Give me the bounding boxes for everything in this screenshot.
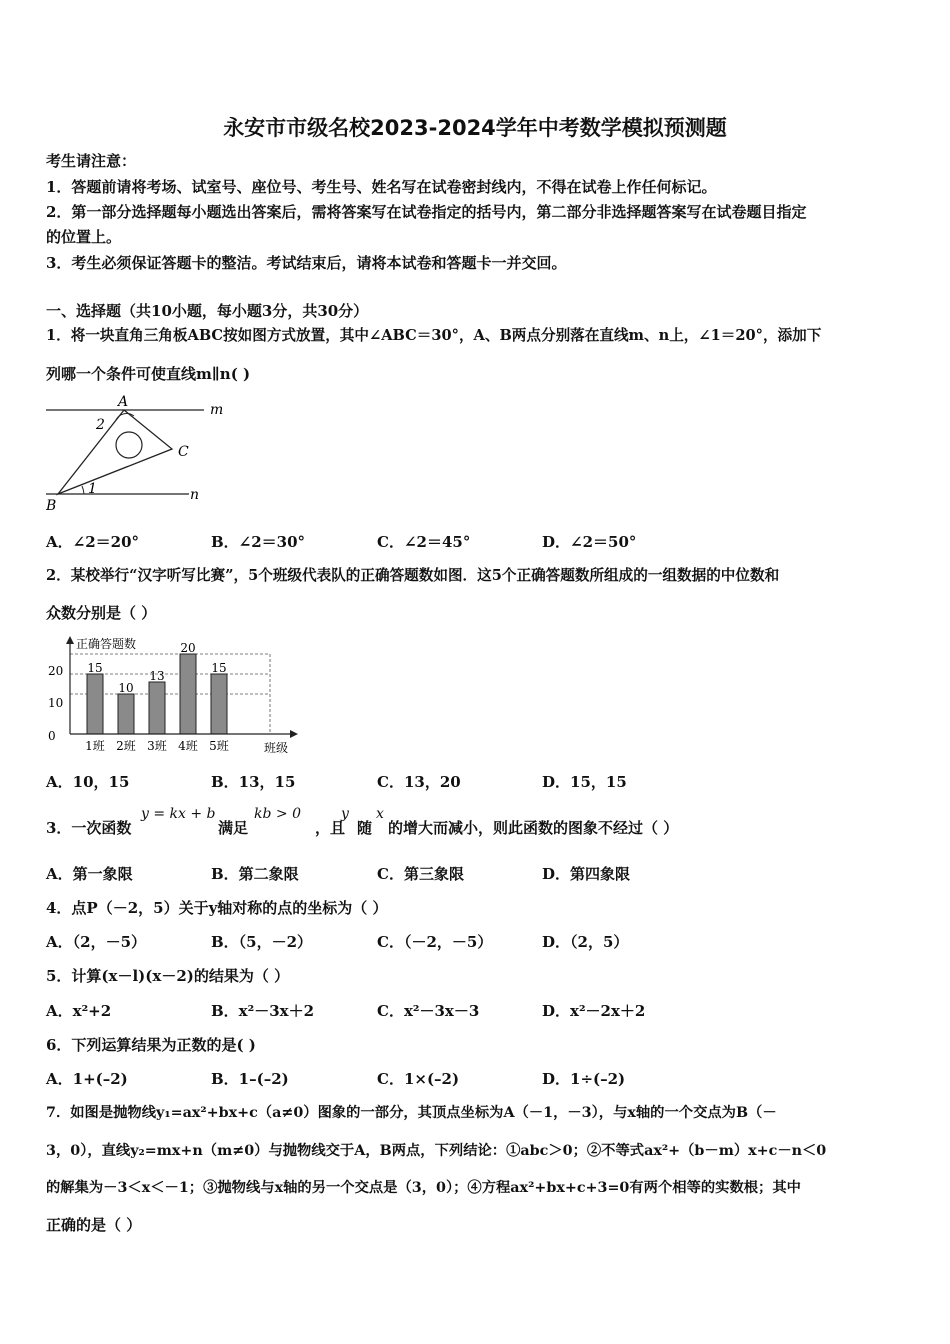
chart-bars	[85, 641, 229, 753]
q5-option-c[interactable]: C．x²－3x－3	[377, 1002, 480, 1020]
bar-5	[211, 674, 227, 734]
q6-option-b[interactable]: B．1–(–2)	[211, 1070, 289, 1088]
q3-text-satisfies: 满足	[218, 819, 249, 837]
notice-item-2: 2．第一部分选择题每小题选出答案后，需将答案写在试卷指定的括号内，第二部分非选择题答案写在试卷题目指定	[46, 203, 807, 221]
q6-option-c[interactable]: C．1×(–2)	[377, 1070, 460, 1088]
x-tick-2: 2班	[116, 739, 136, 753]
notice-item-2-cont: 的位置上。	[46, 228, 122, 246]
q3-var-x: x	[376, 806, 384, 822]
q2-option-b[interactable]: B．13，15	[211, 773, 296, 791]
q5-option-b[interactable]: B．x²－3x＋2	[211, 1002, 315, 1020]
q1-option-d[interactable]: D．∠2＝50°	[542, 533, 637, 551]
q4-stem: 4．点P（－2，5）关于y轴对称的点的坐标为（ ）	[46, 899, 388, 917]
triangle-hole	[116, 432, 142, 458]
page-title: 永安市市级名校2023-2024学年中考数学模拟预测题	[223, 116, 727, 140]
q1-option-c[interactable]: C．∠2＝45°	[377, 533, 471, 551]
q3-expr-condition: kb > 0	[254, 806, 301, 822]
q4-option-c[interactable]: C．（－2，－5）	[377, 933, 493, 951]
section-heading: 一、选择题（共10小题，每小题3分，共30分）	[46, 302, 369, 320]
x-tick-5: 5班	[209, 739, 229, 753]
bar-3	[149, 682, 165, 734]
label-a: A	[118, 394, 129, 410]
x-axis-label: 班级	[264, 741, 289, 755]
bar-value-label-3: 13	[149, 669, 165, 683]
bar-value-label-5: 15	[211, 661, 227, 675]
bar-value-label-4: 20	[180, 641, 196, 655]
y-tick-20: 20	[48, 664, 64, 678]
notice-item-3: 3．考生必须保证答题卡的整洁。考试结束后，请将本试卷和答题卡一并交回。	[46, 254, 567, 272]
chart-title: 正确答题数	[76, 637, 137, 651]
q5-stem: 5．计算(x－l)(x－2)的结果为（ ）	[46, 967, 290, 985]
q4-option-a[interactable]: A．（2，－5）	[46, 933, 147, 951]
x-axis-arrow	[290, 730, 298, 738]
x-tick-1: 1班	[85, 739, 105, 753]
bar-1	[87, 674, 103, 734]
q5-option-d[interactable]: D．x²－2x＋2	[542, 1002, 646, 1020]
q3-text-and: ，且	[315, 819, 346, 837]
q2-bar-chart	[44, 632, 304, 760]
y-axis-arrow	[66, 636, 74, 644]
q7-stem-line3: 的解集为－3＜x＜－1；③抛物线与x轴的另一个交点是（3，0）；④方程ax²+bx+c+3=0有两个相等的实数根；其中	[46, 1180, 801, 1196]
q2-stem-line2: 众数分别是（ ）	[46, 604, 157, 622]
label-b: B	[46, 498, 57, 514]
q1-option-a[interactable]: A．∠2＝20°	[46, 533, 140, 551]
q3-text-with: 随	[357, 819, 373, 837]
q7-stem-line1: 7．如图是抛物线y₁=ax²+bx+c（a≠0）图象的一部分，其顶点坐标为A（－1，－3），与x轴的一个交点为B（－	[46, 1105, 777, 1121]
q3-option-d[interactable]: D．第四象限	[542, 865, 631, 883]
q3-option-a[interactable]: A．第一象限	[46, 865, 133, 883]
q7-stem-line2: 3，0），直线y₂=mx+n（m≠0）与抛物线交于A，B两点，下列结论：①abc＞0；②不等式ax²+（b－m）x+c－n＜0	[46, 1143, 827, 1159]
q4-option-b[interactable]: B．（5，－2）	[211, 933, 313, 951]
q1-stem-line2: 列哪一个条件可使直线m∥n( )	[46, 365, 251, 383]
q3-option-b[interactable]: B．第二象限	[211, 865, 299, 883]
notice-item-1: 1．答题前请将考场、试室号、座位号、考生号、姓名写在试卷密封线内，不得在试卷上作任何标记。	[46, 178, 717, 196]
q3-expr-function: y = kx + b	[141, 806, 216, 822]
q6-option-a[interactable]: A．1+(–2)	[46, 1070, 128, 1088]
q2-option-c[interactable]: C．13，20	[377, 773, 461, 791]
triangle-abc	[58, 410, 172, 494]
q5-option-a[interactable]: A．x²+2	[46, 1002, 112, 1020]
q2-stem-line1: 2．某校举行“汉字听写比赛”，5个班级代表队的正确答题数如图．这5个正确答题数所组成的一组数据的中位数和	[46, 567, 780, 584]
q1-triangle-figure	[44, 392, 234, 517]
q1-stem-line1: 1．将一块直角三角板ABC按如图方式放置，其中∠ABC＝30°，A、B两点分别落在直线m、n上，∠1＝20°，添加下	[46, 327, 822, 344]
q3-suffix: 的增大而减小，则此函数的图象不经过（ ）	[388, 819, 679, 837]
q2-option-a[interactable]: A．10，15	[46, 773, 130, 791]
bar-value-label-2: 10	[118, 681, 134, 695]
q7-stem-line4: 正确的是（ ）	[46, 1216, 142, 1234]
label-2: 2	[96, 417, 105, 433]
label-m: m	[210, 402, 224, 418]
angle-1-arc	[82, 486, 84, 494]
q4-option-d[interactable]: D．（2，5）	[542, 933, 629, 951]
x-tick-4: 4班	[178, 739, 198, 753]
q6-stem: 6．下列运算结果为正数的是( )	[46, 1036, 256, 1054]
q3-option-c[interactable]: C．第三象限	[377, 865, 464, 883]
label-1: 1	[88, 481, 97, 497]
label-n: n	[190, 487, 200, 503]
bar-4	[180, 654, 196, 734]
q3-var-y: y	[341, 806, 349, 822]
q6-option-d[interactable]: D．1÷(–2)	[542, 1070, 626, 1088]
y-tick-0: 0	[48, 729, 56, 743]
q2-option-d[interactable]: D．15，15	[542, 773, 627, 791]
bar-value-label-1: 15	[87, 661, 103, 675]
q1-option-b[interactable]: B．∠2＝30°	[211, 533, 306, 551]
q3-prefix: 3．一次函数	[46, 819, 132, 837]
bar-2	[118, 694, 134, 734]
y-tick-10: 10	[48, 696, 64, 710]
x-tick-3: 3班	[147, 739, 167, 753]
label-c: C	[178, 444, 189, 460]
notice-heading: 考生请注意：	[46, 152, 137, 170]
